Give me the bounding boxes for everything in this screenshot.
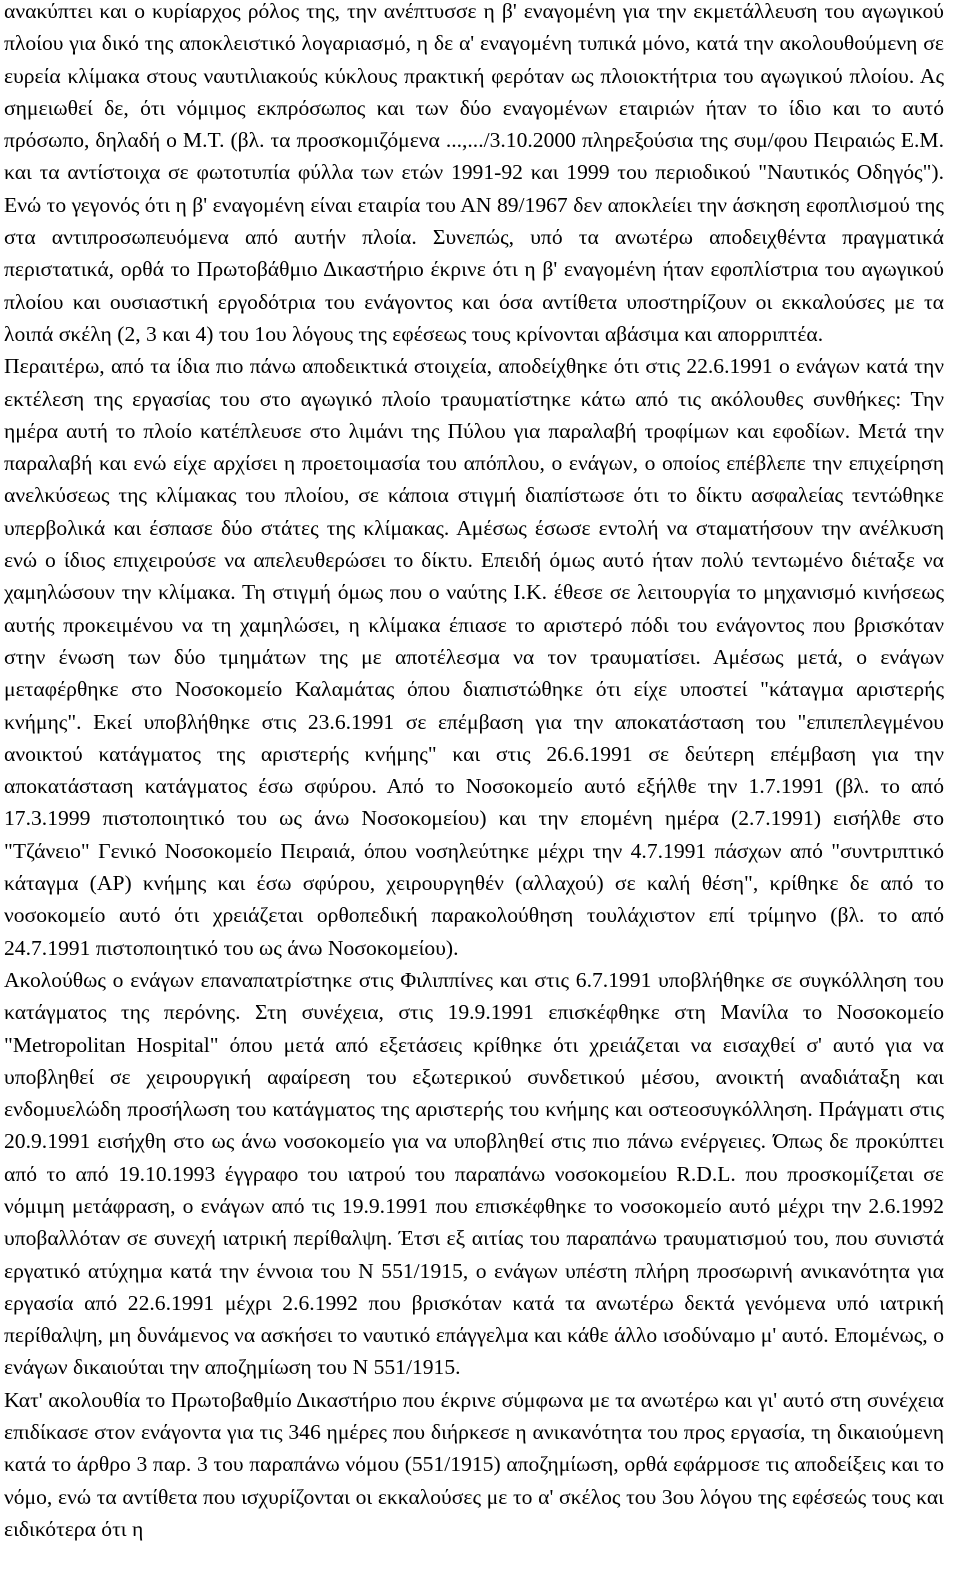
document-page: [4, 0, 944, 1545]
paragraph-compensation-ruling: Κατ' ακολουθία το Πρωτοβαθμίο Δικαστήριο που έκρινε σύμφωνα με τα ανωτέρω και γι' αυτό στη συνέχεια επιδίκασε στον ενάγοντα για τις 346 ημέρες που διήρκεσε η ανικανότητα του προς εργασία, τη δικαιούμενη κατά το άρθρο 3 παρ. 3 του παραπάνω νόμου (551/1915) αποζημίωση, ορθά εφάρμοσε τις αποδείξεις και το νόμο, ενώ τα αντίθετα που ισχυρίζονται οι εκκαλούσες με το α' σκέλος του 3ου λόγου της εφέσεώς τους και ειδικότερα ότι η: [4, 1387, 944, 1541]
paragraph-accident-circumstances: Περαιτέρω, από τα ίδια πιο πάνω αποδεικτικά στοιχεία, αποδείχθηκε ότι στις 22.6.1991 ο ενάγων κατά την εκτέλεση της εργασίας του στο αγωγικό πλοίο τραυματίστηκε κάτω από τις ακόλουθες συνθήκες: Την ημέρα αυτή το πλοίο κατέπλευσε στο λιμάνι της Πύλου για παραλαβή τροφίμων και εφοδίων. Μετά την παραλαβή και ενώ είχε αρχίσει η προετοιμασία του απόπλου, ο ενάγων, ο οποίος επέβλεπε την επιχείρηση ανελκύσεως της κλίμακας του πλοίου, σε κάποια στιγμή διαπίστωσε ότι το δίκτυ ασφαλείας τεντώθηκε υπερβολικά και έσπασε δύο στάτες της κλίμακας. Αμέσως έσωσε εντολή να σταματήσουν την ανέλκυση ενώ ο ίδιος επιχειρούσε να απελευθερώσει το δίκτυ. Επειδή όμως αυτό ήταν πολύ τεντωμένο διέταξε να χαμηλώσουν την κλίμακα. Τη στιγμή όμως που ο ναύτης Ι.Κ. έθεσε σε λειτουργία το μηχανισμό κινήσεως αυτής προκειμένου να τη χαμηλώσει, η κλίμακα έπιασε το αριστερό πόδι του ενάγοντος που βρισκόταν στην ένωση των δύο τμημάτων της με αποτέλεσμα να τον τραυματίσει. Αμέσως μετά, ο ενάγων μεταφέρθηκε στο Νοσοκομείο Καλαμάτας όπου διαπιστώθηκε ότι είχε υποστεί "κάταγμα αριστερής κνήμης". Εκεί υποβλήθηκε στις 23.6.1991 σε επέμβαση για την αποκατάσταση του "επιπεπλεγμένου ανοικτού κατάγματος της αριστερής κνήμης" και στις 26.6.1991 σε δεύτερη επέμβαση για την αποκατάσταση κατάγματος έσω σφύρου. Από το Νοσοκομείο αυτό εξήλθε την 1.7.1991 (βλ. το από 17.3.1999 πιστοποιητικό του ως άνω Νοσοκομείου) και την επομένη ημέρα (2.7.1991) εισήλθε στο "Τζάνειο" Γενικό Νοσοκομείο Πειραιά, όπου νοσηλεύτηκε μέχρι την 4.7.1991 πάσχων από "συντριπτικό κάταγμα (ΑΡ) κνήμης και έσω σφύρου, χειρουργηθέν (αλλαχού) σε καλή θέση", κρίθηκε δε από το νοσοκομείο αυτό ότι χρειάζεται ορθοπεδική παρακολούθηση τουλάχιστον επί τρίμηνο (βλ. το από 24.7.1991 πιστοποιητικό του ως άνω Νοσοκομείου).: [4, 354, 944, 960]
paragraph-ship-owner-role: ανακύπτει και ο κυρίαρχος ρόλος της, την ανέπτυσσε η β' εναγομένη για την εκμετάλλευση του αγωγικού πλοίου για δικό της αποκλειστικό λογαριασμό, η δε α' εναγομένη τυπικά μόνο, κατά την ακολουθούμενη σε ευρεία κλίμακα στους ναυτιλιακούς κύκλους πρακτική φερόταν ως πλοιοκτήτρια του αγωγικού πλοίου. Ας σημειωθεί δε, ότι νόμιμος εκπρόσωπος και των δύο εναγομένων εταιριών ήταν το ίδιο και το αυτό πρόσωπο, δηλαδή ο Μ.Τ. (βλ. τα προσκομιζόμενα ...,.../3.10.2000 πληρεξούσια της συμ/φου Πειραιώς Ε.Μ. και τα αντίστοιχα σε φωτοτυπία φύλλα των ετών 1991-92 και 1999 του περιοδικού "Ναυτικός Οδηγός"). Ενώ το γεγονός ότι η β' εναγομένη είναι εταιρία του ΑΝ 89/1967 δεν αποκλείει την άσκηση εφοπλισμού της στα αντιπροσωπευόμενα από αυτήν πλοία. Συνεπώς, υπό τα ανωτέρω αποδειχθέντα πραγματικά περιστατικά, ορθά το Πρωτοβάθμιο Δικαστήριο έκρινε ότι η β' εναγομένη ήταν εφοπλίστρια του αγωγικού πλοίου και ουσιαστική εργοδότρια του ενάγοντος και όσα αντίθετα υποστηρίζουν οι εκκαλούσες με τα λοιπά σκέλη (2, 3 και 4) του 1ου λόγους της εφέσεως τους κρίνονται αβάσιμα και απορριπτέα.: [4, 0, 944, 346]
paragraph-medical-treatment: Ακολούθως ο ενάγων επαναπατρίστηκε στις Φιλιππίνες και στις 6.7.1991 υποβλήθηκε σε συγκόλληση του κατάγματος της περόνης. Στη συνέχεια, στις 19.9.1991 επισκέφθηκε στη Μανίλα το Νοσοκομείο "Metropolitan Hospital" όπου μετά από εξετάσεις κρίθηκε ότι χρειάζεται να εισαχθεί σ' αυτό για να υποβληθεί σε χειρουργική αφαίρεση του εξωτερικού συνδετικού μέσου, ανοικτή αναδιάταξη και ενδομυελώδη προσήλωση του κατάγματος της αριστερής του κνήμης και οστεοσυγκόλληση. Πράγματι στις 20.9.1991 εισήχθη στο ως άνω νοσοκομείο για να υποβληθεί στις πιο πάνω ενέργειες. Όπως δε προκύπτει από το από 19.10.1993 έγγραφο του ιατρού του παραπάνω νοσοκομείου R.D.L. που προσκομίζεται σε νόμιμη μετάφραση, ο ενάγων από τις 19.9.1991 που επισκέφθηκε το νοσοκομείο αυτό μέχρι την 2.6.1992 υποβαλλόταν σε συνεχή ιατρική περίθαλψη. Έτσι εξ αιτίας του παραπάνω τραυματισμού του, που συνιστά εργατικό ατύχημα κατά την έννοια του Ν 551/1915, ο ενάγων υπέστη πλήρη προσωρινή ανικανότητα για εργασία από 22.6.1991 μέχρι 2.6.1992 που βρισκόταν κατά τα ανωτέρω δεκτά γενόμενα υπό ιατρική περίθαλψη, μη δυνάμενος να ασκήσει το ναυτικό επάγγελμα και κάθε άλλο ισοδύναμο μ' αυτό. Επομένως, ο ενάγων δικαιούται την αποζημίωση του Ν 551/1915.: [4, 967, 944, 1380]
